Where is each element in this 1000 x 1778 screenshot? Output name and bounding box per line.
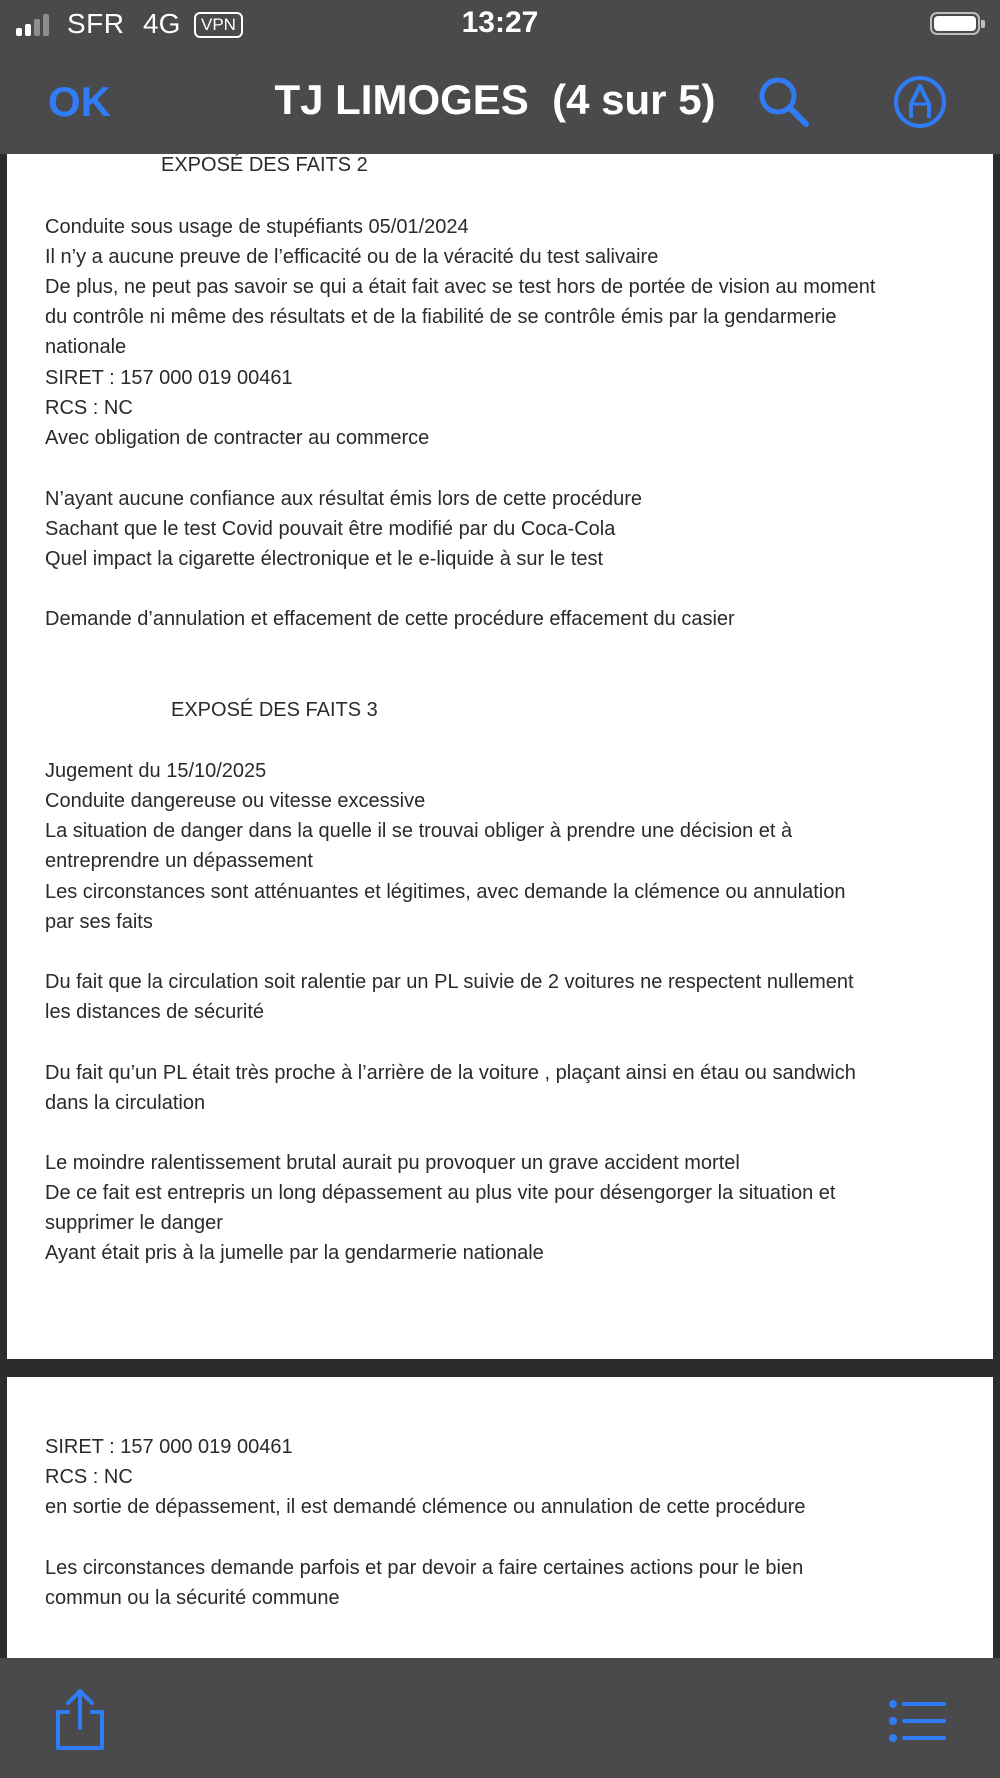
document-page — [7, 154, 993, 1359]
text-line: La situation de danger dans la quelle il se trouvai obliger à prendre une décision et à — [45, 820, 793, 842]
battery-icon — [930, 12, 980, 35]
bottom-toolbar — [0, 1658, 1000, 1778]
text-line: dans la circulation — [45, 1092, 206, 1114]
navigation-bar — [0, 50, 1000, 154]
text-line: Les circonstances sont atténuantes et légitimes, avec demande la clémence ou annulation — [45, 881, 846, 903]
text-line: De ce fait est entrepris un long dépassement au plus vite pour désengorger la situation et — [45, 1182, 836, 1204]
text-line: nationale — [45, 336, 127, 358]
section-heading: EXPOSÉ DES FAITS 3 — [171, 699, 378, 721]
text-line: Les circonstances demande parfois et par devoir a faire certaines actions pour le bien — [45, 1557, 804, 1579]
ok-button[interactable]: OK — [48, 78, 111, 125]
text-line: Ayant était pris à la jumelle par la gendarmerie nationale — [45, 1242, 544, 1264]
network-type: 4G — [143, 8, 181, 39]
text-line: N’ayant aucune confiance aux résultat émis lors de cette procédure — [45, 488, 643, 510]
carrier-name: SFR — [67, 8, 125, 39]
text-line: Demande d’annulation et effacement de cette procédure effacement du casier — [45, 608, 735, 630]
share-icon[interactable] — [52, 1688, 108, 1752]
text-line: SIRET : 157 000 019 00461 — [45, 1436, 293, 1458]
text-line: Il n’y a aucune preuve de l’efficacité ou de la véracité du test salivaire — [45, 246, 659, 268]
text-line: SIRET : 157 000 019 00461 — [45, 367, 293, 389]
text-line: en sortie de dépassement, il est demandé clémence ou annulation de cette procédure — [45, 1496, 806, 1518]
text-line: Du fait qu’un PL était très proche à l’arrière de la voiture , plaçant ainsi en étau ou sandwich — [45, 1062, 856, 1084]
vpn-badge: VPN — [194, 12, 243, 38]
text-line: les distances de sécurité — [45, 1001, 265, 1023]
text-line: Conduite sous usage de stupéfiants 05/01/2024 — [45, 216, 469, 238]
search-icon[interactable] — [756, 74, 812, 130]
text-line: Le moindre ralentissement brutal aurait pu provoquer un grave accident mortel — [45, 1152, 740, 1174]
text-line: du contrôle ni même des résultats et de la fiabilité de se contrôle émis par la gendarmerie — [45, 306, 837, 328]
status-bar — [0, 0, 1000, 50]
clock: 13:27 — [461, 6, 539, 39]
text-line: Du fait que la circulation soit ralentie par un PL suivie de 2 voitures ne respectent nullement — [45, 971, 854, 993]
text-line: Sachant que le test Covid pouvait être modifié par du Coca-Cola — [45, 518, 616, 540]
section-heading: EXPOSÉ DES FAITS 2 — [161, 154, 368, 176]
text-line: RCS : NC — [45, 1466, 133, 1488]
text-line: commun ou la sécurité commune — [45, 1587, 340, 1609]
text-line: par ses faits — [45, 911, 153, 933]
document-title: TJ LIMOGES (4 sur 5) — [274, 76, 716, 123]
text-line: Avec obligation de contracter au commerce — [45, 427, 430, 449]
text-line: Jugement du 15/10/2025 — [45, 760, 267, 782]
document-page — [7, 1377, 993, 1658]
text-line: entreprendre un dépassement — [45, 850, 313, 872]
text-line: supprimer le danger — [45, 1212, 223, 1234]
text-line: RCS : NC — [45, 397, 133, 419]
list-icon[interactable] — [888, 1698, 948, 1744]
text-line: De plus, ne peut pas savoir se qui a était fait avec se test hors de portée de vision au moment — [45, 276, 876, 298]
document-viewer[interactable] — [0, 154, 1000, 1658]
text-line: Conduite dangereuse ou vitesse excessive — [45, 790, 426, 812]
text-line: Quel impact la cigarette électronique et le e-liquide à sur le test — [45, 548, 604, 570]
markup-pen-icon[interactable] — [892, 74, 948, 130]
